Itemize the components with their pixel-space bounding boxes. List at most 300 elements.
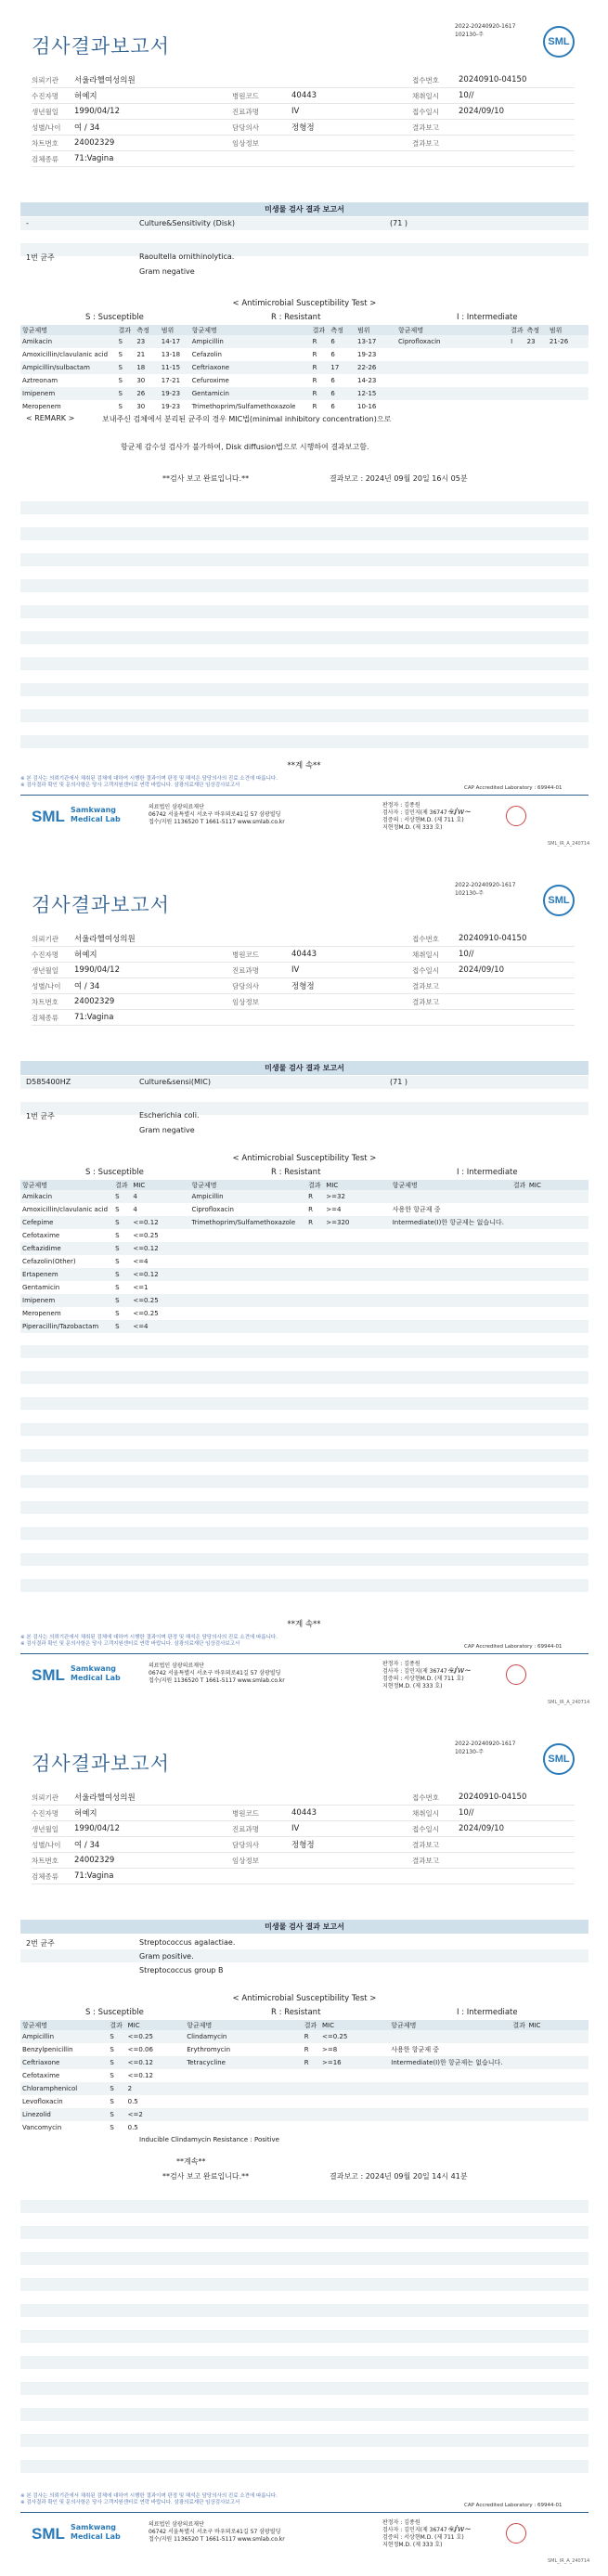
ast-header-cell: 결과 bbox=[509, 325, 525, 335]
ast-header-cell bbox=[155, 2020, 185, 2030]
ast-cell: I bbox=[509, 335, 525, 348]
ast-cell bbox=[527, 1190, 549, 1203]
ast-cell bbox=[396, 387, 509, 400]
stripe bbox=[20, 735, 589, 748]
footer-warning: ※ 본 검사는 의뢰기관에서 채취된 검체에 대하여 시행한 결과이며 판정 및 해석은 담당의사의 진료 소견에 따릅니다. ※ 검사결과 확인 및 문의사항은 당사 고객지원센터로 연락 바랍니다. 삼광의료재단 임상검사보고서 bbox=[20, 776, 278, 788]
ast-cell: <=0.12 bbox=[131, 1268, 160, 1281]
ast-cell: Imipenem bbox=[20, 387, 117, 400]
ast-header-cell: 항균제명 bbox=[20, 2020, 108, 2030]
ast-header-cell: 결과 bbox=[113, 1180, 131, 1190]
ast-header-cell: 측정 bbox=[329, 325, 356, 335]
ast-cell bbox=[161, 1216, 190, 1229]
ast-cell: >=8 bbox=[321, 2046, 338, 2053]
ast-cell bbox=[303, 2069, 320, 2082]
signature-icon: ~/w~ bbox=[447, 2525, 472, 2534]
ast-cell: 4 bbox=[133, 1206, 137, 1213]
ast-cell bbox=[155, 2095, 185, 2108]
stripe bbox=[20, 2304, 589, 2317]
ast-cell: 0.5 bbox=[127, 2098, 138, 2105]
lab-address: 의료법인 삼광의료재단 06742 서울특별시 서초구 바우뫼로41길 57 삼광빌딩 접수/지원 1136520 T 1661-5117 www.smlab.co.kr bbox=[149, 2521, 285, 2543]
brand-name: Samkwang Medical Lab bbox=[71, 2523, 121, 2541]
ast-cell: <=0.25 bbox=[133, 1310, 159, 1317]
report-title: 검사결과보고서 bbox=[32, 1753, 171, 1775]
ast-cell: 10-16 bbox=[357, 403, 377, 410]
ast-cell bbox=[549, 2121, 589, 2134]
ast-cell: R bbox=[304, 2046, 309, 2053]
ast-cell bbox=[189, 1320, 306, 1333]
ast-cell bbox=[526, 2082, 549, 2095]
ast-cell bbox=[549, 2056, 589, 2069]
stripe bbox=[20, 1949, 589, 1962]
ast-cell bbox=[351, 1320, 391, 1333]
ast-header-cell: 결과 bbox=[311, 325, 330, 335]
ast-cell: S bbox=[117, 361, 136, 374]
ast-cell bbox=[324, 1281, 351, 1294]
organism-name: Escherichia coli. bbox=[139, 1111, 200, 1120]
ast-cell bbox=[527, 1216, 549, 1229]
table-row bbox=[20, 348, 589, 361]
ast-cell bbox=[548, 387, 589, 400]
info-row: 검체종류 71:Vagina bbox=[32, 151, 575, 167]
ast-cell bbox=[306, 1242, 324, 1255]
info-row: 성별/나이 여 / 34 담당의사 정형정 결과보고 bbox=[32, 120, 575, 136]
ast-cell: Meropenem bbox=[22, 1310, 61, 1317]
footer-divider bbox=[20, 2512, 589, 2513]
test-name: Culture&sensi(MIC) bbox=[139, 1078, 211, 1086]
ast-cell: S bbox=[113, 1294, 131, 1307]
ast-cell: Amoxicillin/clavulanic acid bbox=[22, 351, 109, 358]
patient-info bbox=[32, 1790, 575, 1884]
ast-header-cell: 항균제명 bbox=[389, 2020, 511, 2030]
ast-cell bbox=[351, 1242, 391, 1255]
ast-cell: <=0.12 bbox=[131, 1242, 160, 1255]
ast-cell bbox=[511, 1203, 527, 1216]
ast-header-cell: 항균제명 bbox=[190, 325, 311, 335]
ast-cell bbox=[161, 1307, 190, 1320]
ast-cell bbox=[525, 400, 548, 413]
ast-cell: <=4 bbox=[133, 1258, 149, 1265]
ast-cell: Piperacillin/Tazobactam bbox=[20, 1320, 113, 1333]
ast-cell: Imipenem bbox=[20, 1294, 113, 1307]
ast-cell: S bbox=[113, 1268, 131, 1281]
seal-icon bbox=[506, 2523, 526, 2544]
ast-cell bbox=[155, 2108, 185, 2121]
ast-cell: Clindamycin bbox=[185, 2030, 302, 2043]
ast-cell bbox=[306, 1281, 324, 1294]
ast-cell: Intermediate(I)한 항균제는 없습니다. bbox=[391, 1216, 511, 1229]
ast-cell: 사용한 항균제 중 bbox=[391, 2046, 440, 2053]
ast-cell bbox=[324, 1268, 351, 1281]
table-row bbox=[20, 1242, 589, 1255]
ast-cell bbox=[525, 348, 548, 361]
ast-cell bbox=[549, 1203, 589, 1216]
ast-cell bbox=[185, 2069, 302, 2082]
stripe bbox=[20, 2200, 589, 2213]
report-page-1: 검사결과보고서 2022-20240920-1617 102130-주 SML 의뢰기관 서울라헬여성의원 접수번호 20240910-04150 수진자명 허예지 병원코드 40443 채취일시 10// 생년월일 1990/04/12 진료과명 IV 접수일시 2024/09/10 성별/나이 여 / 34 담당의사 정형정 결과보고 차트번호 24002329 임상정보 결과보고 검체종류 71:Vagina 미생물 검사 결과 보고서 - Culture&Sensitivity (Disk) (71 ) 1번 균주 Raoultella ornithinolytica. Gram negative < Antimicrobial Susceptibility Test > S : Susceptible R : Resistant I : Intermediate 항균제명 결과 측정 범위 항균제명 결과 측정 범위 항균제명 결과 측정 범위 Amikacin S 23 14-17 Ampicillin R 6 13-17 Ciprofloxacin I 23 21-26 Amoxicillin/clavulanic acid S 21 13-18 Cefazolin R 6 19-23 Ampicillin/sulbactam S 18 11-15 Ceftriaxone R 17 22-26 Aztreonam S 30 17-21 Cefuroxime R 6 14-23 Imipenem S 26 19-23 Gentamicin R 6 12-15 Meropenem S 30 19-23 Trimethoprim/Sulfamethoxazole R 6 10-16 < REMARK > 보내주신 검체에서 분리된 균주의 경우 MIC법(minimal inhibitory concentration)으로 항균제 감수성 검사가 불가하여, Disk diffusion법으로 시행하여 결과보고함. **검사 보고 완료입니다.** 결과보고 : 2024년 09월 20일 16시 05분 **계 속** ※ 본 검사는 의뢰기관에서 채취된 검체에 대하여 시행한 결과이며 판정 및 해석은 담당의사의 진료 소견에 따릅니다. ※ 검사결과 확인 및 문의사항은 당사 고객지원센터로 연락 바랍니다. 삼광의료재단 임상검사보고서 CAP Accredited Laboratory : 69944-01 SML Samkwang Medical Lab 의료법인 삼광의료재단 06742 서울특별시 서초구 바우뫼로41길 57 삼광빌딩 접수/지원 1136520 T 1661-5117 www.smlab.co.kr 판정자 : 김종원 검사자 : 김민지(제 36747 호) 검증의 : 서상현M.D. (제 711 호) 지현정M.D. (제 333 호) ~/w~ SML_IR_A_240714 bbox=[0, 0, 608, 859]
ast-cell bbox=[525, 374, 548, 387]
ast-cell bbox=[527, 1307, 549, 1320]
ast-cell: Cefotaxime bbox=[22, 1232, 60, 1239]
stripe bbox=[20, 2278, 589, 2291]
footer-divider bbox=[20, 795, 589, 796]
ast-cell bbox=[526, 2095, 549, 2108]
ast-cell: <=1 bbox=[133, 1284, 149, 1291]
table-row bbox=[20, 1307, 589, 1320]
ast-cell bbox=[527, 1294, 549, 1307]
ast-cell bbox=[351, 1190, 391, 1203]
ast-header-cell: 항균제명 bbox=[185, 2020, 302, 2030]
table-row bbox=[20, 374, 589, 387]
ast-cell bbox=[526, 2043, 549, 2056]
info-row: 성별/나이 여 / 34 담당의사 정형정 결과보고 bbox=[32, 978, 575, 994]
ast-cell bbox=[161, 1190, 190, 1203]
ast-cell: R bbox=[311, 387, 330, 400]
ast-header-cell: 결과 bbox=[306, 1180, 324, 1190]
ast-cell: S bbox=[118, 377, 123, 384]
table-row bbox=[20, 2108, 589, 2121]
seal-icon bbox=[506, 1664, 526, 1685]
ast-cell: Meropenem bbox=[22, 403, 61, 410]
ast-cell: R bbox=[303, 2030, 320, 2043]
table-row bbox=[20, 2056, 589, 2069]
ast-cell: S bbox=[110, 2098, 114, 2105]
cap-accreditation: CAP Accredited Laboratory : 69944-01 bbox=[464, 2503, 563, 2508]
ast-cell bbox=[391, 1307, 511, 1320]
test-code: - bbox=[26, 219, 29, 227]
end-mark: **계 속** bbox=[287, 761, 321, 770]
ast-cell bbox=[349, 2043, 389, 2056]
ast-cell bbox=[349, 2082, 389, 2095]
ast-cell: S bbox=[113, 1216, 131, 1229]
ast-cell bbox=[511, 1268, 527, 1281]
ast-cell bbox=[511, 2043, 526, 2056]
stripe bbox=[20, 2408, 589, 2421]
ast-cell bbox=[509, 400, 525, 413]
barcode-text: 2022-20240920-1617 102130-주 bbox=[455, 23, 516, 38]
ast-header-cell: MIC bbox=[526, 2020, 549, 2030]
ast-cell bbox=[511, 1294, 527, 1307]
ast-cell: Ceftriaxone bbox=[190, 361, 311, 374]
ast-cell bbox=[396, 400, 509, 413]
ast-cell bbox=[549, 2030, 589, 2043]
ast-cell: 13-17 bbox=[356, 335, 396, 348]
ast-cell bbox=[391, 1281, 511, 1294]
ast-cell bbox=[320, 2095, 349, 2108]
doc-id: SML_IR_A_240714 bbox=[548, 2558, 590, 2564]
ast-cell bbox=[303, 2095, 320, 2108]
info-row: 차트번호 24002329 임상정보 결과보고 bbox=[32, 136, 575, 151]
ast-cell: S bbox=[110, 2124, 114, 2131]
remark-text-2: 항균제 감수성 검사가 불가하여, Disk diffusion법으로 시행하여 결과보고함. bbox=[121, 443, 369, 451]
brand-name: Samkwang Medical Lab bbox=[71, 1664, 121, 1682]
ast-header-cell: 결과 bbox=[512, 1181, 526, 1189]
ast-cell bbox=[511, 1281, 527, 1294]
ast-cell: S bbox=[115, 1258, 120, 1265]
info-row: 생년월일 1990/04/12 진료과명 IV 접수일시 2024/09/10 bbox=[32, 1821, 575, 1837]
ast-cell bbox=[526, 2030, 549, 2043]
ast-cell bbox=[511, 1307, 527, 1320]
ast-header-cell bbox=[161, 1180, 190, 1190]
ast-cell: S bbox=[113, 1320, 131, 1333]
ast-cell bbox=[527, 1242, 549, 1255]
ast-cell bbox=[189, 1242, 306, 1255]
ast-cell bbox=[526, 2108, 549, 2121]
ast-cell bbox=[525, 387, 548, 400]
final-note: **검사 보고 완료입니다.** bbox=[162, 474, 250, 483]
lab-address: 의료법인 삼광의료재단 06742 서울특별시 서초구 바우뫼로41길 57 삼광빌딩 접수/지원 1136520 T 1661-5117 www.smlab.co.kr bbox=[149, 804, 285, 825]
info-row: 생년월일 1990/04/12 진료과명 IV 접수일시 2024/09/10 bbox=[32, 963, 575, 978]
ast-cell: <=0.25 bbox=[320, 2030, 349, 2043]
ast-cell: S bbox=[118, 351, 123, 358]
stripe bbox=[20, 501, 589, 514]
ast-cell: 26 bbox=[135, 387, 159, 400]
ast-cell: 17 bbox=[329, 361, 356, 374]
signers: 판정자 : 김종원 검사자 : 김민지(제 36747 호) 검증의 : 서상현M.D. (제 711 호) 지현정M.D. (제 333 호) bbox=[382, 2519, 464, 2548]
ast-cell bbox=[389, 2082, 511, 2095]
ast-cell: Erythromycin bbox=[187, 2046, 231, 2053]
stripe bbox=[20, 605, 589, 618]
ast-cell bbox=[320, 2082, 349, 2095]
ast-cell bbox=[351, 1203, 391, 1216]
stripe bbox=[20, 243, 589, 256]
ast-header-cell: 결과 bbox=[117, 325, 136, 335]
cap-accreditation: CAP Accredited Laboratory : 69944-01 bbox=[464, 785, 563, 791]
ast-cell: >=320 bbox=[324, 1216, 351, 1229]
ast-cell bbox=[320, 2108, 349, 2121]
barcode-text: 2022-20240920-1617 102130-주 bbox=[455, 882, 516, 897]
ast-cell bbox=[189, 1294, 306, 1307]
ast-cell: R bbox=[311, 361, 330, 374]
ast-cell: S bbox=[118, 403, 123, 410]
ast-cell: Gentamicin bbox=[22, 1284, 60, 1291]
barcode-text: 2022-20240920-1617 102130-주 bbox=[455, 1741, 516, 1755]
test-name: Culture&Sensitivity (Disk) bbox=[139, 219, 235, 227]
ast-table bbox=[20, 2020, 589, 2134]
ast-cell bbox=[306, 1255, 324, 1268]
stripe bbox=[20, 579, 589, 592]
ast-cell bbox=[549, 1320, 589, 1333]
ast-cell: 6 bbox=[329, 387, 356, 400]
organism-label: 1번 균주 bbox=[26, 1112, 55, 1120]
ast-cell bbox=[161, 1281, 190, 1294]
ast-cell: Cefazolin(Other) bbox=[22, 1258, 76, 1265]
ast-cell bbox=[351, 1307, 391, 1320]
ast-cell bbox=[320, 2121, 349, 2134]
ast-cell bbox=[351, 1229, 391, 1242]
doc-id: SML_IR_A_240714 bbox=[548, 841, 590, 847]
ast-cell bbox=[511, 2095, 526, 2108]
ast-cell: Cefazolin bbox=[191, 351, 222, 358]
ast-cell bbox=[527, 1203, 549, 1216]
ast-cell: Vancomycin bbox=[22, 2124, 62, 2131]
stripe bbox=[20, 1423, 589, 1436]
ast-cell bbox=[303, 2108, 320, 2121]
stripe bbox=[20, 631, 589, 644]
footer-warning: ※ 본 검사는 의뢰기관에서 채취된 검체에 대하여 시행한 결과이며 판정 및 해석은 담당의사의 진료 소견에 따릅니다. ※ 검사결과 확인 및 문의사항은 당사 고객지원센터로 연락 바랍니다. 삼광의료재단 임상검사보고서 bbox=[20, 2493, 278, 2505]
ast-cell bbox=[189, 1229, 306, 1242]
ast-cell: Benzylpenicillin bbox=[22, 2046, 73, 2053]
ast-cell: Chloramphenicol bbox=[20, 2082, 108, 2095]
ast-cell bbox=[549, 2095, 589, 2108]
ast-cell: R bbox=[308, 1206, 313, 1213]
ast-title: < Antimicrobial Susceptibility Test > bbox=[232, 1154, 377, 1163]
organism-gram: Gram negative bbox=[139, 267, 195, 276]
ast-cell: 0.5 bbox=[127, 2124, 138, 2131]
ast-cell bbox=[396, 374, 509, 387]
stripe bbox=[20, 217, 589, 230]
ast-cell bbox=[185, 2108, 302, 2121]
ast-cell bbox=[303, 2082, 320, 2095]
ast-cell bbox=[527, 1268, 549, 1281]
ast-cell bbox=[324, 1307, 351, 1320]
ast-cell bbox=[161, 1203, 190, 1216]
ast-header-row bbox=[20, 325, 589, 335]
ast-header-cell: 범위 bbox=[160, 325, 190, 335]
ast-cell: <=0.25 bbox=[131, 1294, 160, 1307]
ast-cell: 21 bbox=[136, 351, 146, 358]
remark-text: 보내주신 검체에서 분리된 균주의 경우 MIC법(minimal inhibitory concentration)으로 bbox=[102, 415, 392, 423]
ast-cell: Cefepime bbox=[20, 1216, 113, 1229]
ast-cell: <=0.25 bbox=[126, 2030, 155, 2043]
signers: 판정자 : 김종원 검사자 : 김민지(제 36747 호) 검증의 : 서상현M.D. (제 711 호) 지현정M.D. (제 333 호) bbox=[382, 802, 464, 831]
ast-header-cell: MIC bbox=[527, 1180, 549, 1190]
table-row bbox=[20, 2121, 589, 2134]
ast-cell: 30 bbox=[136, 403, 146, 410]
ast-cell: S bbox=[110, 2072, 114, 2079]
ast-cell bbox=[155, 2056, 185, 2069]
ast-cell: Ertapenem bbox=[20, 1268, 113, 1281]
ast-cell bbox=[306, 1320, 324, 1333]
ast-header-cell: 결과 bbox=[303, 2020, 320, 2030]
stripe bbox=[20, 2330, 589, 2343]
ast-cell: R bbox=[311, 335, 330, 348]
ast-cell bbox=[511, 2030, 526, 2043]
ast-cell bbox=[549, 2108, 589, 2121]
organism-group: Streptococcus group B bbox=[139, 1966, 224, 1974]
ast-cell bbox=[511, 2069, 526, 2082]
test-number: (71 ) bbox=[390, 1078, 407, 1086]
ast-cell: R bbox=[303, 2056, 320, 2069]
ast-cell bbox=[189, 1307, 306, 1320]
report-title: 검사결과보고서 bbox=[32, 35, 171, 58]
ast-cell: S bbox=[113, 1190, 131, 1203]
ast-cell: R bbox=[312, 377, 317, 384]
ast-cell: <=0.25 bbox=[133, 1232, 159, 1239]
ast-cell bbox=[185, 2121, 302, 2134]
sml-logo-icon: SML bbox=[543, 1743, 575, 1775]
ast-cell bbox=[509, 361, 525, 374]
ast-cell bbox=[320, 2069, 349, 2082]
ast-cell: S bbox=[108, 2030, 125, 2043]
ast-cell bbox=[324, 1320, 351, 1333]
ast-cell bbox=[548, 374, 589, 387]
report-time: 결과보고 : 2024년 09월 20일 16시 05분 bbox=[330, 474, 468, 483]
ast-header-cell: 항균제명 bbox=[396, 325, 509, 335]
ast-cell bbox=[306, 1268, 324, 1281]
ast-cell bbox=[389, 2095, 511, 2108]
ast-cell bbox=[189, 1255, 306, 1268]
ast-cell: Ampicillin bbox=[189, 1190, 306, 1203]
stripe bbox=[20, 1449, 589, 1462]
ast-cell bbox=[349, 2121, 389, 2134]
report-page-3: 검사결과보고서 2022-20240920-1617 102130-주 SML 의뢰기관 서울라헬여성의원 접수번호 20240910-04150 수진자명 허예지 병원코드 40443 채취일시 10// 생년월일 1990/04/12 진료과명 IV 접수일시 2024/09/10 성별/나이 여 / 34 담당의사 정형정 결과보고 차트번호 24002329 임상정보 결과보고 검체종류 71:Vagina 미생물 검사 결과 보고서 2번 균주 Streptococcus agalactiae. Gram positive. Streptococcus group B < Antimicrobial Susceptibility Test > S : Susceptible R : Resistant I : Intermediate 항균제명 결과 MIC 항균제명 결과 MIC 항균제명 결과 MIC Ampicillin S <=0.25 Clindamycin R <=0.25 Benzylpenicillin S <=0.06 Erythromycin R >=8 사용한 항균제 중 Ceftriaxone S <=0.12 Tetracycline R >=16 Intermediate(I)한 항균제는 없습니다. Cefotaxime S <=0.12 Chloramphenicol S 2 Levofloxacin S 0.5 Linezolid S <=2 Vancomycin S 0.5 Inducible Clindamycin Resistance : Positive **계속** **검사 보고 완료입니다.** 결과보고 : 2024년 09월 20일 14시 41분 ※ 본 검사는 의뢰기관에서 채취된 검체에 대하여 시행한 결과이며 판정 및 해석은 담당의사의 진료 소견에 따릅니다. ※ 검사결과 확인 및 문의사항은 당사 고객지원센터로 연락 바랍니다. 삼광의료재단 임상검사보고서 CAP Accredited Laboratory : 69944-01 SML Samkwang Medical Lab 의료법인 삼광의료재단 06742 서울특별시 서초구 바우뫼로41길 57 삼광빌딩 접수/지원 1136520 T 1661-5117 www.smlab.co.kr 판정자 : 김종원 검사자 : 김민지(제 36747 호) 검증의 : 서상현M.D. (제 711 호) 지현정M.D. (제 333 호) ~/w~ SML_IR_A_240714 bbox=[20, 1741, 590, 2564]
ast-cell: Amikacin bbox=[20, 335, 117, 348]
ast-cell: R bbox=[306, 1190, 324, 1203]
ast-cell: Cefotaxime bbox=[22, 2072, 60, 2079]
info-row: 수진자명 허예지 병원코드 40443 채취일시 10// bbox=[32, 88, 575, 104]
ast-cell: 14-17 bbox=[160, 335, 190, 348]
sml-logo-icon: SML bbox=[543, 26, 575, 58]
footer-warning: ※ 본 검사는 의뢰기관에서 채취된 검체에 대하여 시행한 결과이며 판정 및 해석은 담당의사의 진료 소견에 따릅니다. ※ 검사결과 확인 및 문의사항은 당사 고객지원센터로 연락 바랍니다. 삼광의료재단 임상검사보고서 bbox=[20, 1635, 278, 1647]
stripe bbox=[20, 2252, 589, 2265]
ast-cell bbox=[511, 1190, 527, 1203]
ast-cell bbox=[548, 400, 589, 413]
table-row bbox=[20, 335, 589, 348]
stripe bbox=[20, 657, 589, 670]
ast-header-cell: 항균제명 bbox=[391, 1180, 511, 1190]
ast-cell bbox=[509, 387, 525, 400]
ast-header-cell bbox=[351, 1180, 391, 1190]
ast-header-cell: 항균제명 bbox=[20, 1180, 113, 1190]
ast-cell bbox=[189, 1281, 306, 1294]
ast-cell bbox=[509, 348, 525, 361]
table-row bbox=[20, 400, 589, 413]
ast-cell bbox=[351, 1268, 391, 1281]
ast-cell bbox=[549, 1242, 589, 1255]
ast-cell: <=0.12 bbox=[126, 2056, 155, 2069]
stripe bbox=[20, 1076, 589, 1089]
ast-header-cell: 측정 bbox=[135, 325, 159, 335]
ast-header-row bbox=[20, 1180, 589, 1190]
ast-cell bbox=[389, 2069, 511, 2082]
stripe bbox=[20, 709, 589, 722]
organism-label: 2번 균주 bbox=[26, 1939, 55, 1948]
ast-cell: Ceftriaxone bbox=[20, 2056, 108, 2069]
cap-accreditation: CAP Accredited Laboratory : 69944-01 bbox=[464, 1644, 563, 1650]
stripe bbox=[20, 527, 589, 540]
ast-cell: 사용한 항균제 중 bbox=[392, 1206, 441, 1213]
ast-cell bbox=[324, 1294, 351, 1307]
organism-label: 1번 균주 bbox=[26, 253, 55, 262]
ast-cell: Amikacin bbox=[20, 1190, 113, 1203]
ast-cell: S bbox=[110, 2046, 114, 2053]
ast-cell: <=2 bbox=[126, 2108, 155, 2121]
organism-name: Streptococcus agalactiae. bbox=[139, 1938, 236, 1947]
ast-cell bbox=[509, 374, 525, 387]
ast-title: < Antimicrobial Susceptibility Test > bbox=[232, 1994, 377, 2003]
ast-cell bbox=[185, 2082, 302, 2095]
ast-header-cell: 측정 bbox=[525, 325, 548, 335]
ast-cell: Tetracycline bbox=[185, 2056, 302, 2069]
signers: 판정자 : 김종원 검사자 : 김민지(제 36747 호) 검증의 : 서상현M.D. (제 711 호) 지현정M.D. (제 333 호) bbox=[382, 1661, 464, 1689]
ast-cell bbox=[161, 1255, 190, 1268]
info-row: 성별/나이 여 / 34 담당의사 정형정 결과보고 bbox=[32, 1837, 575, 1853]
ast-cell: S bbox=[113, 1242, 131, 1255]
ast-cell: Trimethoprim/Sulfamethoxazole bbox=[191, 403, 296, 410]
ast-header-cell: MIC bbox=[320, 2020, 349, 2030]
info-row: 차트번호 24002329 임상정보 결과보고 bbox=[32, 1853, 575, 1869]
table-row bbox=[20, 387, 589, 400]
ast-cell bbox=[349, 2095, 389, 2108]
ast-table bbox=[20, 325, 589, 413]
ast-cell: Aztreonam bbox=[22, 377, 58, 384]
ast-cell bbox=[324, 1255, 351, 1268]
ast-cell bbox=[511, 1255, 527, 1268]
ast-cell: Cefuroxime bbox=[191, 377, 229, 384]
table-row bbox=[20, 361, 589, 374]
ast-cell bbox=[306, 1294, 324, 1307]
ast-cell bbox=[549, 2082, 589, 2095]
